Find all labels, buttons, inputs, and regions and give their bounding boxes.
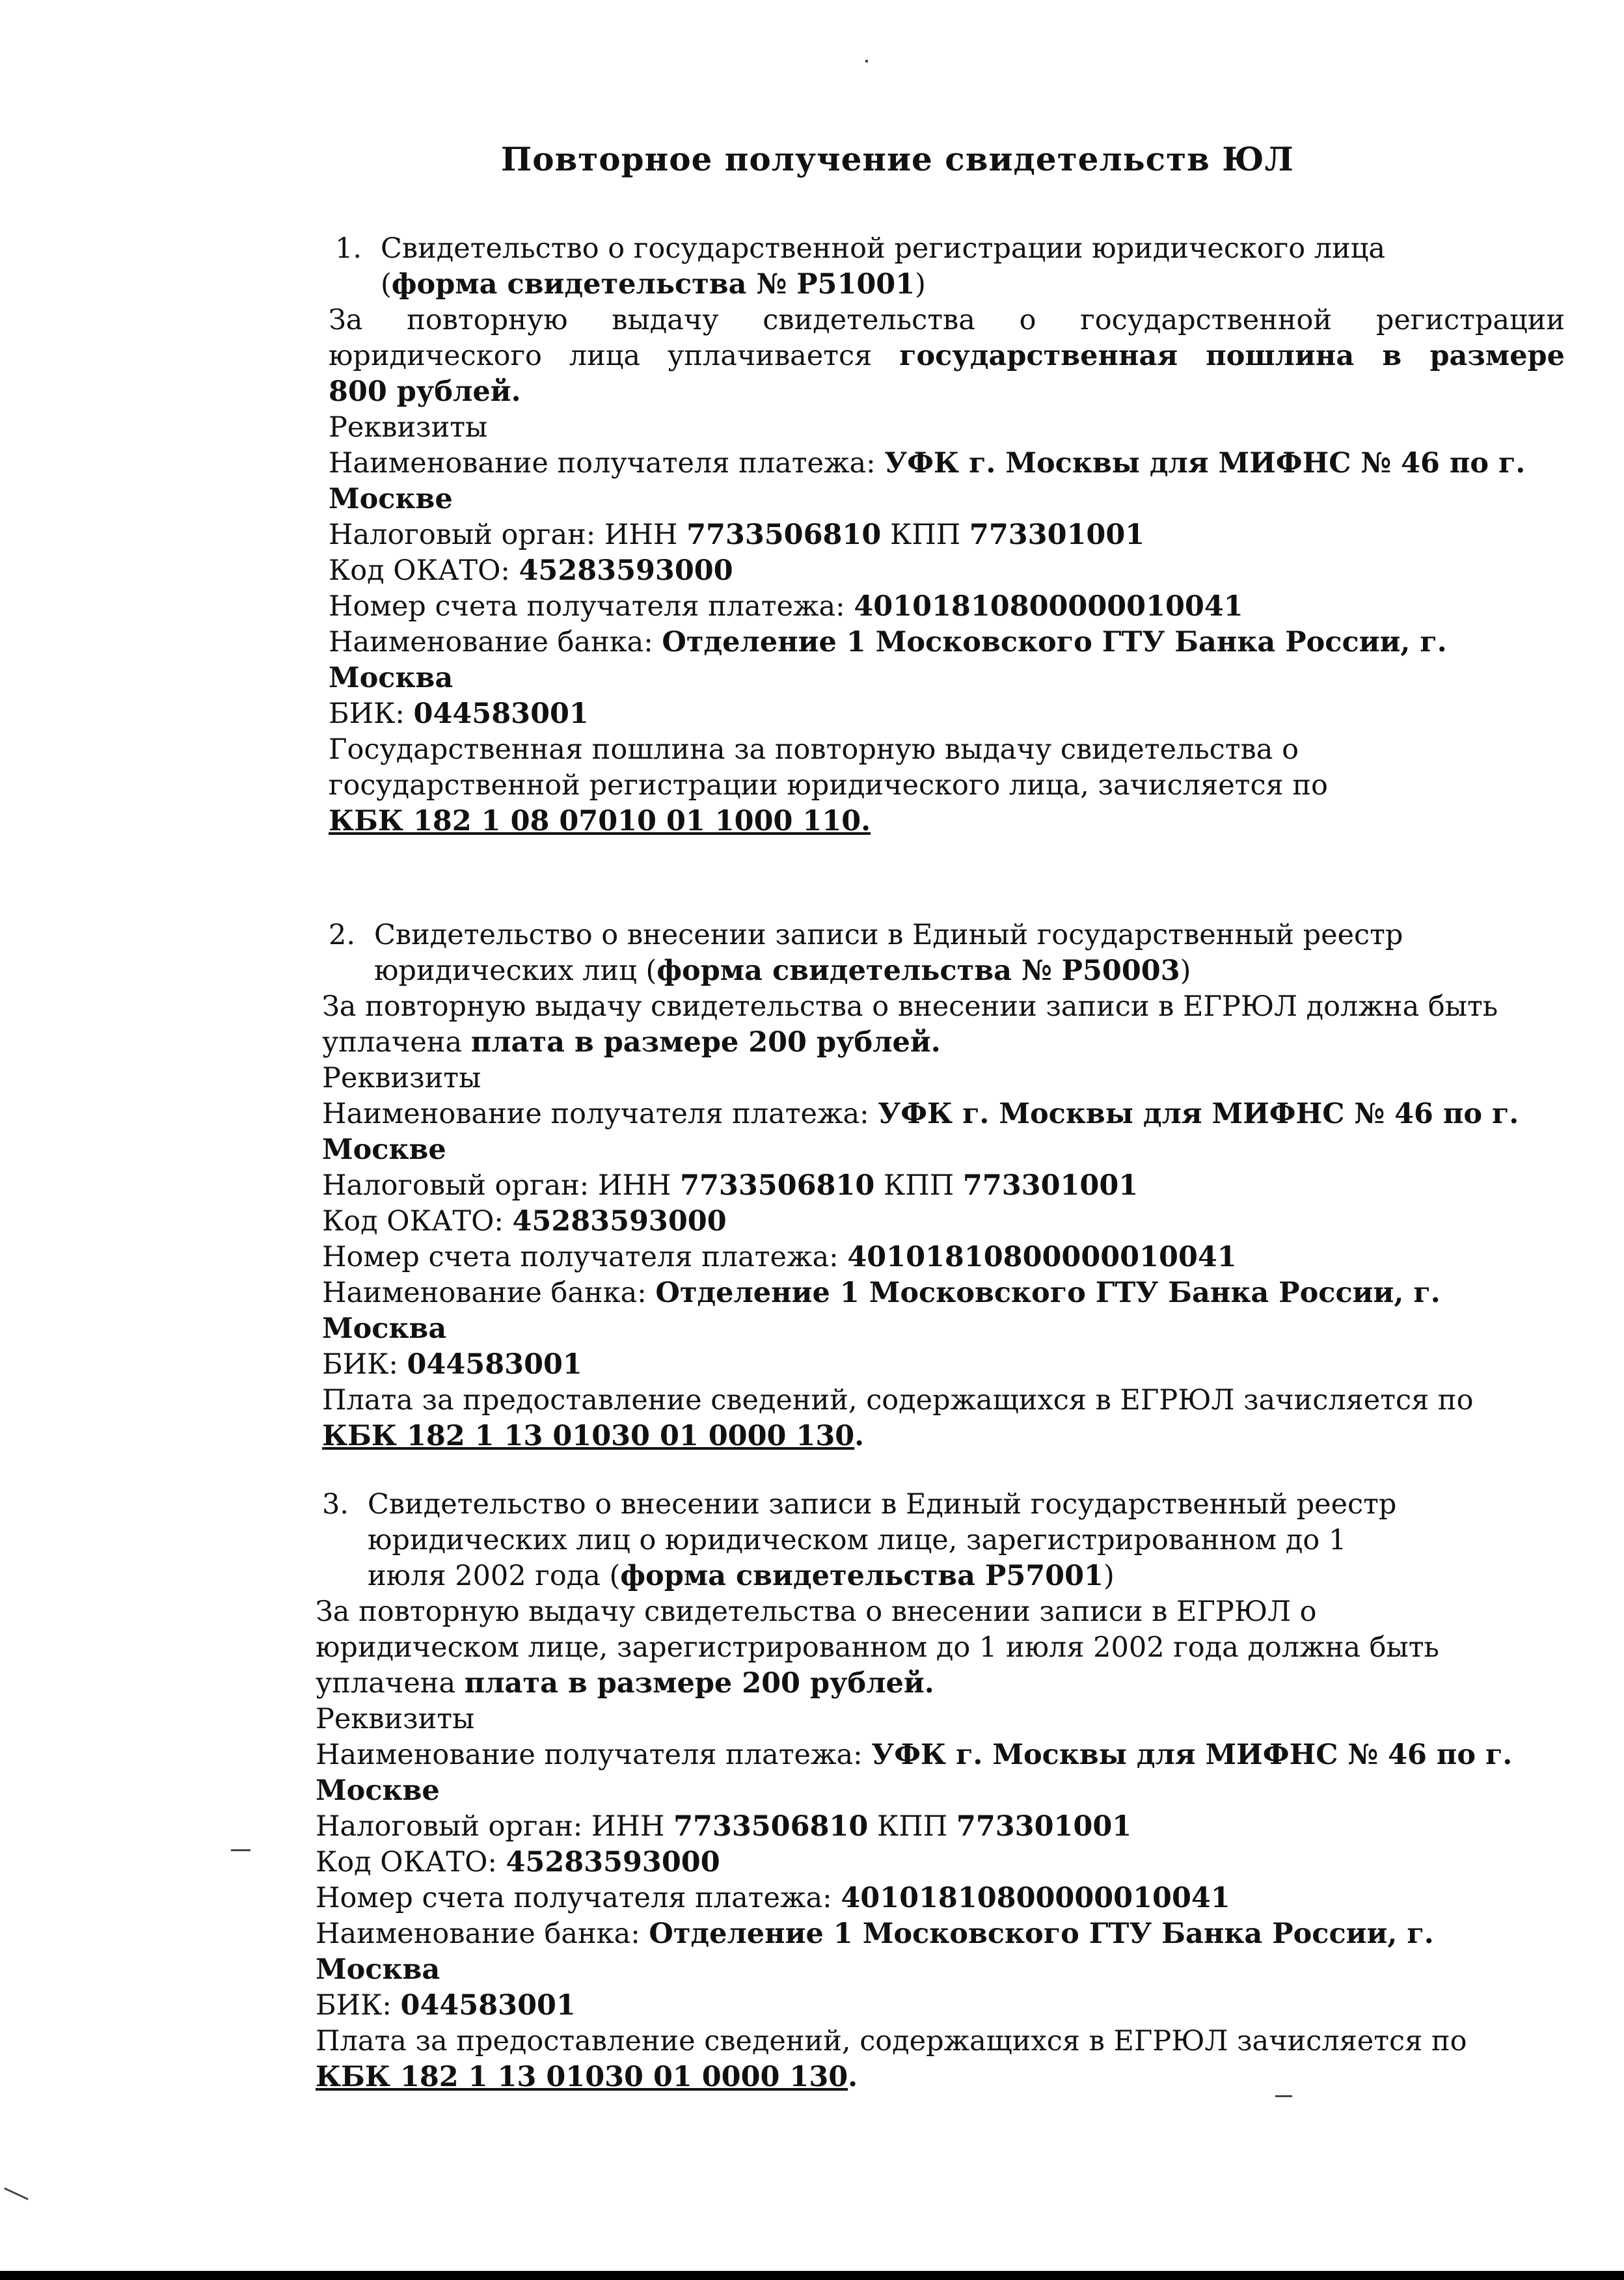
okato-value: 45283593000	[519, 554, 733, 587]
section-3-requisites-label: Реквизиты	[316, 1703, 475, 1735]
section-3-recipient	[316, 1737, 1552, 1773]
account-label: Номер счета получателя платежа:	[316, 1882, 841, 1914]
section-1-form-number: форма свидетельства № Р51001	[391, 268, 915, 301]
section-3-account	[316, 1880, 1552, 1916]
section-2-account	[322, 1240, 1558, 1275]
page-title: Повторное получение свидетельств ЮЛ	[501, 140, 1294, 178]
section-1-recipient	[329, 446, 1565, 482]
bik-value: 044583001	[413, 698, 589, 730]
section-2-heading	[322, 917, 1558, 989]
section-3-okato	[316, 1845, 1552, 1880]
scan-mark	[1275, 2095, 1292, 2097]
section-1-bank	[329, 625, 1565, 660]
section-2-tax-authority	[322, 1168, 1558, 1204]
kpp-label: КПП	[881, 519, 969, 551]
recipient-value: УФК г. Москвы для МИФНС № 46 по г.	[884, 447, 1526, 480]
section-2-bank-cont: Москва	[322, 1312, 447, 1345]
okato-label: Код ОКАТО:	[329, 554, 519, 587]
section-3-form-number: форма свидетельства Р57001	[620, 1560, 1103, 1592]
section-2-heading-line-1: Свидетельство о внесении записи в Единый государственный реестр	[374, 919, 1403, 951]
section-3-kbk-text-1: Плата за предоставление сведений, содержащихся в ЕГРЮЛ зачисляется по	[316, 2025, 1467, 2057]
section-3-fee-line-3	[316, 1666, 1552, 1702]
kpp-value: 773301001	[969, 519, 1145, 551]
section-2-recipient-cont: Москве	[322, 1133, 446, 1166]
section-2-heading-line-2: юридических лиц (	[374, 955, 657, 987]
bank-label: Наименование банка:	[316, 1918, 649, 1950]
bik-label: БИК:	[329, 698, 414, 730]
kpp-value: 773301001	[962, 1169, 1139, 1202]
scan-bottom-edge	[0, 2271, 1624, 2280]
section-3-bik	[316, 1988, 1552, 2024]
kpp-label: КПП	[868, 1810, 956, 1843]
section-2-kbk-code: КБК 182 1 13 01030 01 0000 130	[322, 1420, 855, 1452]
scan-mark	[4, 2188, 29, 2201]
section-3-kbk-line	[316, 2059, 1552, 2095]
kpp-value: 773301001	[956, 1810, 1132, 1843]
section-1	[329, 231, 1565, 839]
okato-value: 45283593000	[512, 1205, 727, 1238]
section-3-fee-line-1: За повторную выдачу свидетельства о внесении записи в ЕГРЮЛ о	[316, 1595, 1317, 1628]
bank-value: Отделение 1 Московского ГТУ Банка России, г.	[662, 626, 1447, 658]
section-3-heading-line-2: юридических лиц о юридическом лице, зарегистрированном до 1	[368, 1524, 1347, 1556]
section-1-fee-amount: 800 рублей.	[329, 375, 521, 408]
section-2-recipient	[322, 1096, 1558, 1132]
section-3-bank	[316, 1916, 1552, 1952]
section-1-recipient-cont: Москве	[329, 483, 453, 515]
section-1-paren-open: (	[381, 268, 392, 301]
section-1-kbk-text-2: государственной регистрации юридического лица, зачисляется по	[329, 769, 1328, 802]
inn-value: 7733506810	[680, 1169, 875, 1202]
account-value: 40101810800000010041	[847, 1241, 1237, 1273]
section-1-okato	[329, 553, 1565, 589]
inn-value: 7733506810	[673, 1810, 869, 1843]
section-3-heading-line-3: июля 2002 года (	[368, 1560, 621, 1592]
inn-label: Налоговый орган: ИНН	[329, 519, 687, 551]
section-2-bik	[322, 1347, 1558, 1383]
section-3-tax-authority	[316, 1809, 1552, 1845]
section-1-kbk-text-1: Государственная пошлина за повторную выдачу свидетельства о	[329, 733, 1299, 766]
section-1-kbk-code: КБК 182 1 08 07010 01 1000 110.	[329, 805, 871, 837]
section-3-paren-close: )	[1103, 1560, 1115, 1592]
bik-label: БИК:	[322, 1348, 407, 1381]
section-1-account	[329, 589, 1565, 625]
section-3-recipient-cont: Москве	[316, 1774, 440, 1807]
section-1-bank-cont: Москва	[329, 662, 453, 694]
inn-label: Налоговый орган: ИНН	[316, 1810, 674, 1843]
section-3-kbk-code: КБК 182 1 13 01030 01 0000 130	[316, 2061, 848, 2093]
section-1-fee-line-1: За повторную выдачу свидетельства о государственной регистрации	[329, 304, 1565, 336]
section-1-fee-text: юридического лица уплачивается	[329, 340, 900, 372]
section-2-fee-line-1: За повторную выдачу свидетельства о внесении записи в ЕГРЮЛ должна быть	[322, 990, 1498, 1023]
section-3-bank-cont: Москва	[316, 1953, 440, 1986]
section-2-okato	[322, 1204, 1558, 1240]
section-2-kbk-text-1: Плата за предоставление сведений, содержащихся в ЕГРЮЛ зачисляется по	[322, 1384, 1474, 1417]
section-1-kbk-line	[329, 804, 1565, 839]
account-label: Номер счета получателя платежа:	[322, 1241, 848, 1273]
bank-label: Наименование банка:	[322, 1277, 656, 1309]
account-value: 40101810800000010041	[841, 1882, 1230, 1914]
section-2-number: 2.	[329, 919, 356, 951]
section-3-heading	[316, 1487, 1552, 1594]
section-3-heading-line-1: Свидетельство о внесении записи в Единый государственный реестр	[368, 1488, 1397, 1521]
section-1-paren-close: )	[915, 268, 926, 301]
scan-mark	[865, 60, 868, 62]
recipient-label: Наименование получателя платежа:	[316, 1739, 872, 1771]
bik-value: 044583001	[407, 1348, 582, 1381]
recipient-value: УФК г. Москвы для МИФНС № 46 по г.	[878, 1098, 1519, 1130]
section-1-requisites-label: Реквизиты	[329, 411, 488, 444]
section-3-fee-line-2: юридическом лице, зарегистрированном до 1 июля 2002 года должна быть	[316, 1631, 1439, 1664]
section-3-fee-text: уплачена	[316, 1667, 465, 1700]
section-3-kbk-tail: .	[848, 2061, 858, 2093]
okato-label: Код ОКАТО:	[316, 1846, 506, 1879]
section-1-number: 1.	[335, 232, 362, 265]
section-3-number: 3.	[322, 1488, 349, 1521]
section-2-fee-line-2	[322, 1025, 1558, 1061]
scan-mark	[231, 1849, 250, 1851]
recipient-label: Наименование получателя платежа:	[322, 1098, 878, 1130]
section-1-fee-amount-label: государственная пошлина в размере	[899, 340, 1565, 372]
section-1-heading	[329, 231, 1565, 303]
section-2-bank	[322, 1275, 1558, 1311]
section-2-form-number: форма свидетельства № Р50003	[656, 955, 1180, 987]
section-2	[322, 917, 1558, 1454]
bik-label: БИК:	[316, 1989, 401, 2022]
account-value: 40101810800000010041	[854, 590, 1243, 623]
section-1-tax-authority	[329, 517, 1565, 553]
section-3	[316, 1487, 1552, 2095]
bank-value: Отделение 1 Московского ГТУ Банка России, г.	[649, 1918, 1434, 1950]
bank-value: Отделение 1 Московского ГТУ Банка России, г.	[655, 1277, 1441, 1309]
recipient-label: Наименование получателя платежа:	[329, 447, 885, 480]
okato-value: 45283593000	[506, 1846, 720, 1879]
recipient-value: УФК г. Москвы для МИФНС № 46 по г.	[871, 1739, 1513, 1771]
section-3-fee-amount: плата в размере 200 рублей.	[464, 1667, 934, 1700]
section-2-paren-close: )	[1180, 955, 1191, 987]
account-label: Номер счета получателя платежа:	[329, 590, 854, 623]
section-2-requisites-label: Реквизиты	[322, 1062, 481, 1094]
bank-label: Наименование банка:	[329, 626, 662, 658]
inn-value: 7733506810	[686, 519, 882, 551]
inn-label: Налоговый орган: ИНН	[322, 1169, 681, 1202]
okato-label: Код ОКАТО:	[322, 1205, 513, 1238]
section-1-fee-line-2	[329, 338, 1565, 374]
section-2-fee-amount: плата в размере 200 рублей.	[470, 1026, 941, 1059]
section-2-fee-text: уплачена	[322, 1026, 471, 1059]
bik-value: 044583001	[400, 1989, 576, 2022]
kpp-label: КПП	[874, 1169, 963, 1202]
section-1-heading-line-1: Свидетельство о государственной регистрации юридического лица	[381, 232, 1386, 265]
section-2-kbk-line	[322, 1418, 1558, 1454]
section-2-kbk-tail: .	[854, 1420, 865, 1452]
section-1-bik	[329, 696, 1565, 732]
